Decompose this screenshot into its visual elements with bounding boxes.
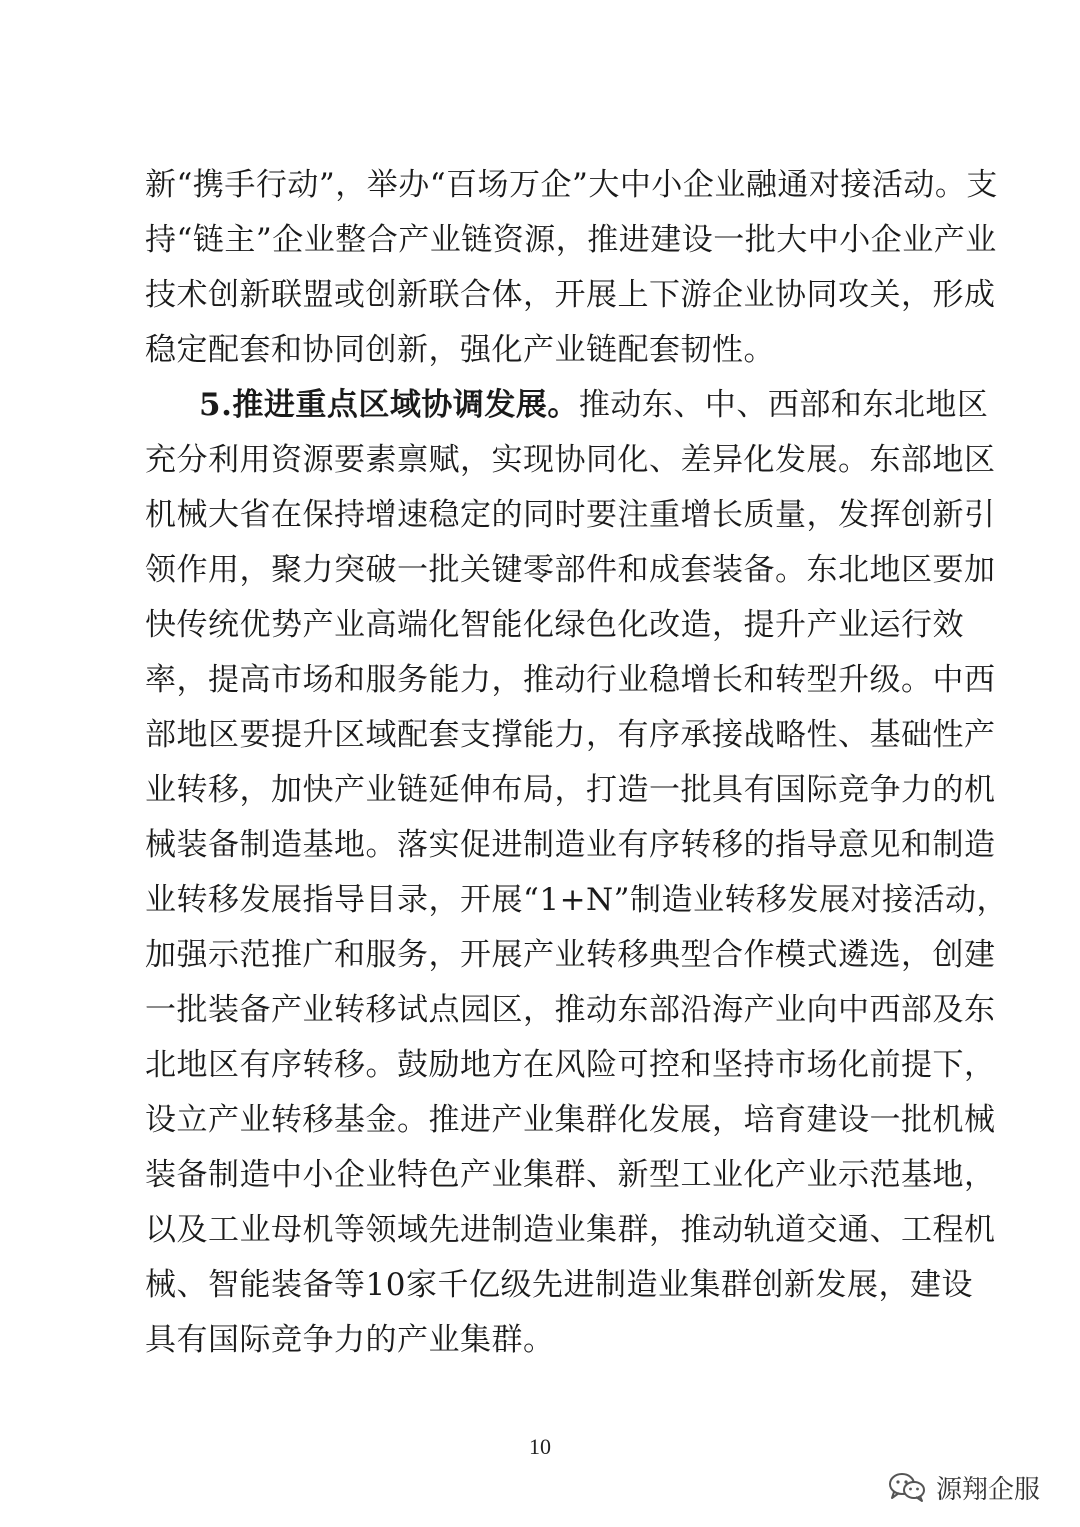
paragraph-line: 一批装备产业转移试点园区，推动东部沿海产业向中西部及东 [145, 992, 996, 1028]
watermark [888, 1465, 1040, 1509]
paragraph-line: 快传统优势产业高端化智能化绿色化改造，提升产业运行效 [145, 607, 964, 643]
paragraph-line: 械装备制造基地。落实促进制造业有序转移的指导意见和制造 [145, 827, 996, 863]
paragraph-line: 率，提高市场和服务能力，推动行业稳增长和转型升级。中西 [145, 662, 996, 698]
watermark-text: 源翔企服 [935, 1474, 1040, 1505]
paragraph-line: 充分利用资源要素禀赋，实现协同化、差异化发展。东部地区 [145, 442, 996, 478]
paragraph-line: 新“携手行动”，举办“百场万企”大中小企业融通对接活动。支 [145, 167, 998, 203]
paragraph-text: 推动东、中、西部和东北地区 [578, 387, 989, 423]
paragraph-line: 部地区要提升区域配套支撑能力，有序承接战略性、基础性产 [145, 717, 996, 753]
page-number: 10 [529, 1434, 551, 1459]
paragraph-line: 北地区有序转移。鼓励地方在风险可控和坚持市场化前提下， [145, 1047, 996, 1083]
paragraph-line: 加强示范推广和服务，开展产业转移典型合作模式遴选，创建 [145, 937, 996, 973]
paragraph-line: 设立产业转移基金。推进产业集群化发展，培育建设一批机械 [145, 1102, 996, 1138]
paragraph-line: 技术创新联盟或创新联合体，开展上下游企业协同攻关，形成 [145, 277, 996, 313]
paragraph-line: 具有国际竞争力的产业集群。 [145, 1322, 555, 1358]
paragraph-line: 机械大省在保持增速稳定的同时要注重增长质量，发挥创新引 [145, 497, 996, 533]
paragraph-line: 以及工业母机等领域先进制造业集群，推动轨道交通、工程机 [145, 1212, 996, 1248]
paragraph-line: 稳定配套和协同创新，强化产业链配套韧性。 [145, 332, 775, 368]
wechat-icon [888, 1471, 926, 1503]
section-heading: 5.推进重点区域协调发展。 [199, 387, 579, 423]
paragraph-line: 业转移发展指导目录，开展“1+N”制造业转移发展对接活动， [145, 882, 1009, 918]
paragraph-line: 领作用，聚力突破一批关键零部件和成套装备。东北地区要加 [145, 552, 996, 588]
paragraph-line: 持“链主”企业整合产业链资源，推进建设一批大中小企业产业 [145, 222, 997, 258]
paragraph-line: 装备制造中小企业特色产业集群、新型工业化产业示范基地， [145, 1157, 996, 1193]
paragraph-line: 业转移，加快产业链延伸布局，打造一批具有国际竞争力的机 [145, 772, 996, 808]
paragraph-line: 械、智能装备等10家千亿级先进制造业集群创新发展，建设 [145, 1267, 973, 1303]
section-heading-line [199, 385, 989, 425]
